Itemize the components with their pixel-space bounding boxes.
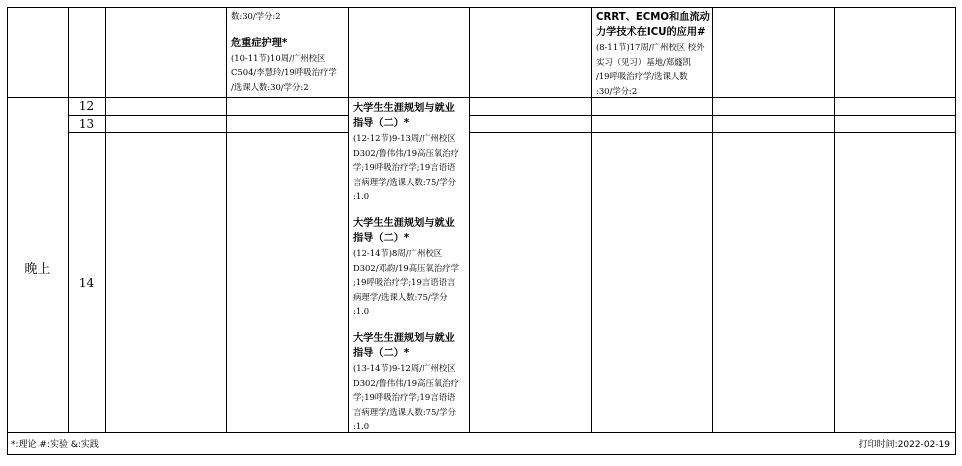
grid-line: [68, 7, 69, 432]
course-entry: [353, 331, 467, 434]
course-line: D302/鲁伟伟/19高压氧治疗: [353, 147, 459, 158]
legend-note: *:理论 #:实验 &:实践: [11, 440, 99, 450]
course-line: (13-14节)9-12周/广州校区: [353, 362, 456, 373]
course-line: 实习（见习）基地/郑燧凯: [596, 56, 691, 67]
course-title: 指导（二）*: [353, 232, 410, 244]
course-line: 病理学/选课人数:75/学分: [353, 291, 448, 302]
grid-line: [68, 115, 348, 116]
course-line: (12-12节)9-13周/广州校区: [353, 133, 456, 143]
timetable-frame: [7, 7, 956, 455]
period-number: 12: [78, 99, 95, 113]
course-title: 力学技术在ICU的应用#: [596, 27, 706, 38]
course-cell-evening-col3: [353, 101, 467, 434]
course-line: /19呼吸治疗学/选课人数: [596, 71, 688, 82]
course-line: (8-11节)17周/广州校区 校外: [596, 42, 705, 52]
course-line: ;19呼吸治疗学;19言语语言: [353, 277, 456, 288]
course-line: C504/李慧玲/19呼吸治疗学: [231, 67, 337, 78]
period-number: 13: [78, 117, 95, 131]
grid-line: [591, 7, 592, 432]
course-line: 学;19呼吸治疗学;19言语语: [353, 162, 456, 173]
course-line: D302/鲁伟伟/19高压氧治疗: [353, 377, 459, 388]
course-line: :1.0: [353, 421, 370, 432]
period-number: 14: [78, 276, 95, 290]
course-line: 数:30/学分:2: [231, 11, 281, 21]
course-line: :1.0: [353, 306, 370, 317]
course-line: 学;19呼吸治疗学;19言语语: [353, 392, 456, 403]
course-cell-top-col5: [596, 10, 710, 98]
print-time: 打印时间:2022-02-19: [858, 440, 950, 450]
course-cell-top-col2: [231, 9, 345, 94]
course-title: 大学生生涯规划与就业: [353, 103, 455, 114]
course-line: 言病理学/选课人数:75/学分: [353, 176, 456, 187]
course-title: 指导（二）*: [353, 118, 410, 129]
grid-line: [834, 7, 835, 432]
course-title: CRRT、ECMO和血流动: [596, 12, 710, 23]
course-entry: [353, 216, 467, 319]
grid-line: [7, 432, 956, 433]
course-title: 指导（二）*: [353, 347, 410, 359]
course-line: (12-14节)8周/广州校区: [353, 247, 443, 258]
grid-line: [105, 7, 106, 432]
grid-line: [68, 132, 348, 133]
course-entry: [353, 101, 467, 204]
grid-line: [469, 7, 470, 432]
grid-line: [348, 7, 349, 432]
grid-line: [226, 7, 227, 432]
course-title: 大学生生涯规划与就业: [353, 332, 455, 344]
grid-line: [7, 97, 956, 98]
course-line: 言病理学/选课人数:75/学分: [353, 406, 456, 417]
course-title: 大学生生涯规划与就业: [353, 217, 455, 229]
grid-line: [469, 132, 956, 133]
course-line: :1.0: [353, 191, 370, 202]
grid-line: [712, 7, 713, 432]
course-line: D302/邓韵/19高压氧治疗学: [353, 262, 459, 273]
course-title: 危重症护理*: [231, 37, 288, 49]
time-of-day-label: 晚上: [24, 262, 51, 277]
course-line: (10-11节)10周/广州校区: [231, 52, 326, 63]
grid-line: [469, 115, 956, 116]
course-line: /选课人数:30/学分:2: [231, 81, 309, 92]
course-line: :30/学分:2: [596, 85, 638, 96]
